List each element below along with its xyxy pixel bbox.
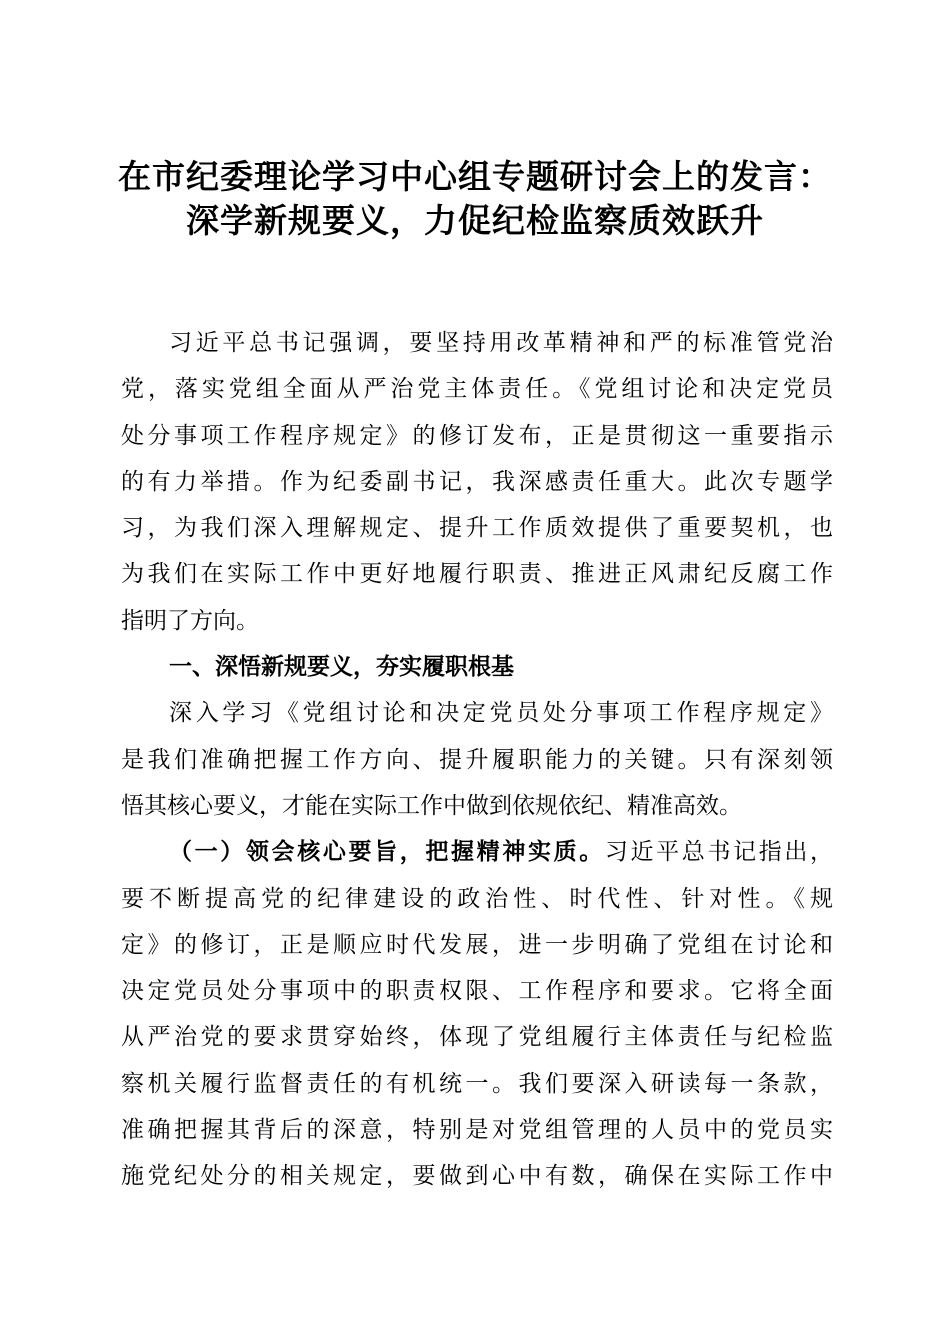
paragraph-line: 党，落实党组全面从严治党主体责任。《党组讨论和决定党员 <box>121 376 833 403</box>
paragraph-line: 察机关履行监督责任的有机统一。我们要深入研读每一条款， <box>121 1070 833 1097</box>
paragraph-line: 从严治党的要求贯穿始终，体现了党组履行主体责任与纪检监 <box>121 1024 833 1051</box>
document-title-line-2: 深学新规要义，力促纪检监察质效跃升 <box>186 201 764 240</box>
paragraph-1 <box>121 320 833 644</box>
paragraph-line: 定》的修订，正是顺应时代发展，进一步明确了党组在讨论和 <box>121 931 833 958</box>
paragraph-line: 决定党员处分事项中的职责权限、工作程序和要求。它将全面 <box>121 978 833 1005</box>
paragraph-line: 指明了方向。 <box>121 607 259 634</box>
subsection-heading-1: （一）领会核心要旨，把握精神实质。 <box>169 839 605 866</box>
document-body <box>121 320 833 1200</box>
paragraph-line: 悟其核心要义，才能在实际工作中做到依规依纪、精准高效。 <box>121 792 742 819</box>
subsection-lead-text: 习近平总书记指出， <box>604 839 834 866</box>
paragraph-line: 的有力举措。作为纪委副书记，我深感责任重大。此次专题学 <box>121 468 833 495</box>
paragraph-line: 要不断提高党的纪律建设的政治性、时代性、针对性。《规 <box>121 885 833 912</box>
paragraph-3 <box>121 829 833 1199</box>
paragraph-2 <box>121 690 833 829</box>
document-title-line-1: 在市纪委理论学习中心组专题研讨会上的发言： <box>118 157 832 196</box>
paragraph-line: 习，为我们深入理解规定、提升工作质效提供了重要契机，也 <box>121 515 833 542</box>
paragraph-line: 习近平总书记强调，要坚持用改革精神和严的标准管党治 <box>169 330 833 356</box>
paragraph-line: 是我们准确把握工作方向、提升履职能力的关键。只有深刻领 <box>121 746 833 773</box>
paragraph-line: 处分事项工作程序规定》的修订发布，正是贯彻这一重要指示 <box>121 422 833 449</box>
subsection-first-line <box>121 829 833 875</box>
paragraph-line: 施党纪处分的相关规定，要做到心中有数，确保在实际工作中 <box>121 1163 833 1190</box>
paragraph-line: 准确把握其背后的深意，特别是对党组管理的人员中的党员实 <box>121 1117 833 1144</box>
section-heading-1: 一、深悟新规要义，夯实履职根基 <box>169 654 514 681</box>
paragraph-line: 为我们在实际工作中更好地履行职责、推进正风肃纪反腐工作 <box>121 561 833 588</box>
paragraph-line: 深入学习《党组讨论和决定党员处分事项工作程序规定》 <box>169 700 833 727</box>
